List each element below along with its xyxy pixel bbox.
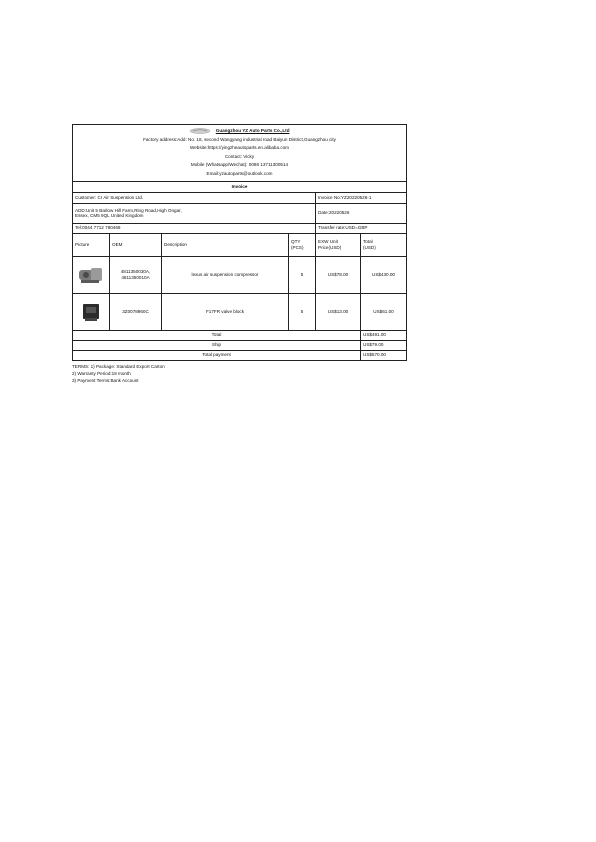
- col-unit-price: EXW Unit Price(USD): [316, 233, 361, 256]
- invoice-table: [72, 124, 407, 361]
- invoice-date: Date:20220526: [316, 203, 407, 223]
- company-website[interactable]: Website:https://yingzheautoparts.en.alibaba.com: [190, 145, 289, 151]
- item-unit-price: US$13.00: [316, 293, 361, 330]
- invoice-number: Invoice No:YZ20220526-1: [316, 192, 407, 203]
- item-picture: [73, 256, 110, 293]
- table-row: [73, 256, 407, 293]
- ship-label: Ship: [73, 340, 361, 350]
- item-qty: 5: [289, 293, 316, 330]
- item-oem: 3Z0078960C: [110, 293, 162, 330]
- company-header: [73, 125, 407, 182]
- total-label: Total: [73, 330, 361, 340]
- company-email[interactable]: Email:yzautoparts@outlook.com: [206, 170, 273, 176]
- item-total: US$430.00: [361, 256, 407, 293]
- ship-value: US$79.00: [361, 340, 407, 350]
- item-qty: 5: [289, 256, 316, 293]
- item-picture: [73, 293, 110, 330]
- company-header-row: [73, 125, 407, 182]
- factory-address: Factory address:Add: No. 18, second Wangyang industrial road Baiyun District,Guangzhou city: [143, 136, 336, 142]
- total-payment-label: Total payment: [73, 350, 361, 360]
- col-description: Description: [162, 233, 289, 256]
- terms: [72, 363, 406, 384]
- terms-line-3: 3) Payment Terms:Bank Account: [72, 377, 139, 383]
- company-logo: [189, 128, 211, 134]
- invoice-title: Invoice: [73, 181, 407, 192]
- total-value: US$491.00: [361, 330, 407, 340]
- item-unit-price: US$78.00: [316, 256, 361, 293]
- compressor-image: [76, 264, 106, 286]
- item-description: F17FR valve block: [162, 293, 289, 330]
- address-line-1: ADD:Unit 5 Barlow Hill Farm,Ring Road,High Ongar,: [75, 207, 182, 213]
- customer-tel: Tel:0044 7712 780469: [73, 223, 316, 233]
- col-oem: OEM: [110, 233, 162, 256]
- item-total: US$61.00: [361, 293, 407, 330]
- total-payment-value: US$570.00: [361, 350, 407, 360]
- customer-address: [73, 203, 316, 223]
- terms-line-1: TERMS: 1) Package: Standard Export Carton: [72, 363, 165, 369]
- company-name: Guangzhou YZ Auto Parts Co.,Ltd: [215, 128, 290, 133]
- terms-line-2: 2) Warranty Period:18 month: [72, 370, 131, 376]
- table-row: [73, 293, 407, 330]
- valve-block-image: [79, 301, 103, 323]
- col-total: Total (USD): [361, 233, 407, 256]
- customer-name: Customer: Cr Air Suspension Ltd.: [73, 192, 316, 203]
- item-oem: 4811350030A, 4811350010A: [110, 256, 162, 293]
- col-qty: QTY (PCS): [289, 233, 316, 256]
- invoice-document: [72, 124, 406, 384]
- contact-name: Contact: Vicky: [224, 153, 255, 159]
- address-line-2: Essex, CM5 9QL United Kingdom: [75, 213, 144, 219]
- transfer-rate: Transfer rate:USD=GBP: [316, 223, 407, 233]
- item-description: lexus air suspension compressor: [162, 256, 289, 293]
- table-header-row: [73, 233, 407, 256]
- mobile-number: Mobile (Whatsapp/Wechat): 0086 13711300514: [190, 162, 289, 168]
- col-picture: Picture: [73, 233, 110, 256]
